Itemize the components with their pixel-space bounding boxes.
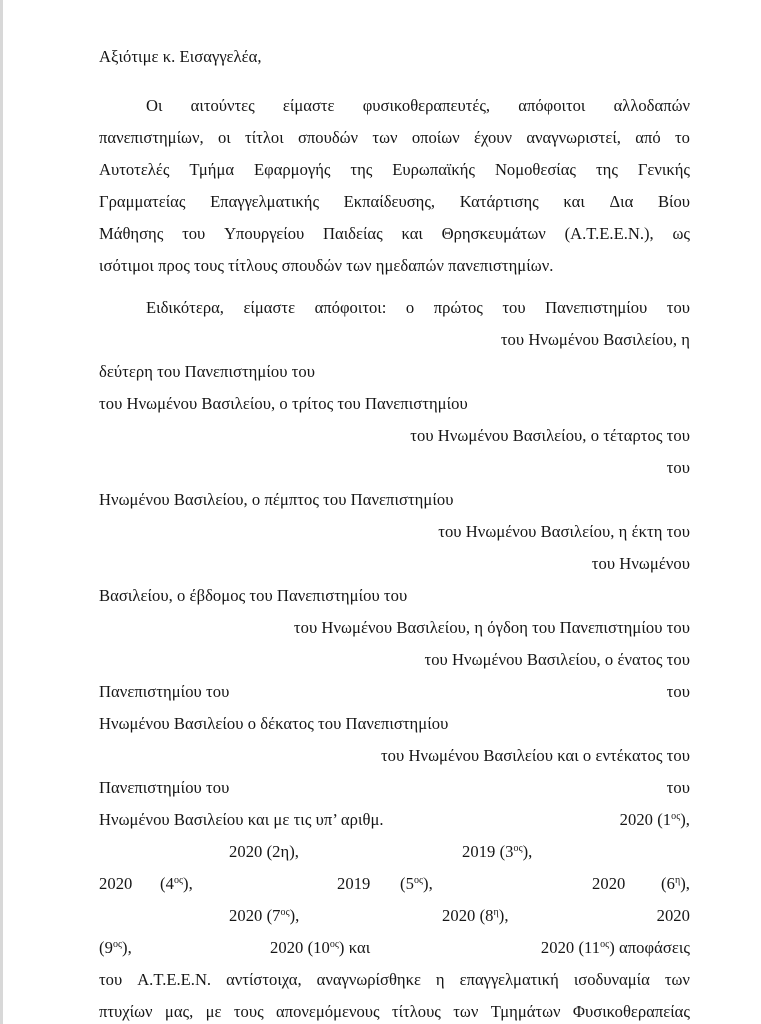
- paragraph-1-line-4: [99, 192, 690, 212]
- word: με: [205, 1002, 222, 1021]
- paragraph-3-line-2: [99, 1002, 690, 1022]
- decision-number: 2020 (2η),: [229, 842, 300, 861]
- word: πανεπιστημίων,: [99, 128, 204, 147]
- paragraph-1-line-3: [99, 160, 690, 180]
- decision-number: 2020 $(8^\eta)$,: [442, 906, 509, 925]
- word: οι: [217, 128, 231, 147]
- word: φυσικοθεραπευτές,: [362, 96, 491, 115]
- decision-number: 2020 $(1^{o\varsigma})$,: [619, 810, 690, 829]
- word: Πανεπιστημίου: [545, 298, 648, 317]
- word: Υπουργείου: [224, 224, 305, 243]
- decision-year: 2020: [592, 874, 626, 893]
- word: και: [401, 224, 423, 243]
- word: Εκπαίδευσης,: [343, 192, 436, 211]
- word: αλλοδαπών: [613, 96, 690, 115]
- word: απόφοιτοι: [518, 96, 586, 115]
- word: Οι: [146, 96, 163, 115]
- word: απονεμόμενους: [276, 1002, 380, 1021]
- text-line: του Ηνωμένου Βασιλείου, η: [500, 330, 690, 349]
- paragraph-2-line-1: [146, 298, 690, 318]
- word: Φυσικοθεραπείας: [572, 1002, 690, 1021]
- word: Επαγγελματικής: [210, 192, 320, 211]
- word: έχουν: [474, 128, 513, 147]
- text-line: του Ηνωμένου Βασιλείου, ο τρίτος του Πανεπιστημίου: [99, 394, 468, 413]
- word: (Α.Τ.Ε.Ε.Ν.),: [564, 224, 654, 243]
- word: αναγνωριστεί,: [526, 128, 621, 147]
- word: το: [674, 128, 690, 147]
- text-line: του Ηνωμένου Βασιλείου, η έκτη του: [438, 522, 690, 541]
- word: Ευρωπαϊκής: [392, 160, 475, 179]
- paragraph-1-line-1: [146, 96, 690, 116]
- paragraph-1-line-2: [99, 128, 690, 148]
- text-line: του: [666, 778, 690, 797]
- decision-number: 2020 $(11^{o\varsigma})$ αποφάσεις: [540, 938, 690, 957]
- word: των: [372, 128, 398, 147]
- word: της: [350, 160, 373, 179]
- decision-number: $(9^{o\varsigma})$,: [99, 938, 132, 957]
- word: οποίων: [411, 128, 460, 147]
- text-line: Ηνωμένου Βασιλείου ο δέκατος του Πανεπιστημίου: [99, 714, 449, 733]
- word: τίτλοι: [245, 128, 284, 147]
- word: αναγνωρίσθηκε: [316, 970, 421, 989]
- word: τίτλους: [391, 1002, 441, 1021]
- word: Νομοθεσίας: [494, 160, 577, 179]
- word: Βίου: [657, 192, 690, 211]
- text-line: του: [666, 682, 690, 701]
- decision-number: $(4^{o\varsigma})$,: [160, 874, 193, 893]
- word: επαγγελματική: [459, 970, 559, 989]
- word: και: [563, 192, 585, 211]
- text-line: του Ηνωμένου Βασιλείου, ο ένατος του: [424, 650, 690, 669]
- word: του: [666, 298, 690, 317]
- paragraph-1-last-line: ισότιμοι προς τους τίτλους σπουδών των ημεδαπών πανεπιστημίων.: [99, 256, 554, 275]
- text-line: του Ηνωμένου Βασιλείου και ο εντέκατος του: [380, 746, 690, 765]
- word: ο: [405, 298, 415, 317]
- text-line: του Ηνωμένου: [591, 554, 690, 573]
- word: των: [453, 1002, 479, 1021]
- word: Αυτοτελές: [99, 160, 170, 179]
- word: Α.Τ.Ε.Ε.Ν.: [137, 970, 212, 989]
- decision-number: $(6^\eta)$,: [661, 874, 690, 893]
- word: Τμήμα: [189, 160, 235, 179]
- text-line: Ηνωμένου Βασιλείου και με τις υπ’ αριθμ.: [99, 810, 384, 829]
- decision-number: 2020 $(10^{o\varsigma})$ και: [270, 938, 371, 957]
- word: η: [435, 970, 445, 989]
- paragraph-3-line-1: [99, 970, 690, 990]
- decision-year: 2019: [337, 874, 371, 893]
- decision-number: 2019 $(3^{o\varsigma})$,: [462, 842, 533, 861]
- word: σπουδών: [297, 128, 359, 147]
- word: Θρησκευμάτων: [441, 224, 546, 243]
- decision-year: 2020: [99, 874, 133, 893]
- word: του: [502, 298, 526, 317]
- text-line: δεύτερη του Πανεπιστημίου του: [99, 362, 316, 381]
- word: απόφοιτοι:: [314, 298, 387, 317]
- salutation: Αξιότιμε κ. Εισαγγελέα,: [99, 47, 262, 66]
- word: Εφαρμογής: [253, 160, 331, 179]
- word: Δια: [609, 192, 634, 211]
- text-line: Βασιλείου, ο έβδομος του Πανεπιστημίου του: [99, 586, 408, 605]
- word: μας,: [164, 1002, 194, 1021]
- text-line: του: [666, 458, 690, 477]
- word: του: [99, 970, 123, 989]
- text-line: του Ηνωμένου Βασιλείου, η όγδοη του Πανεπιστημίου του: [293, 618, 690, 637]
- text-line: Πανεπιστημίου του: [99, 682, 230, 701]
- word: Παιδείας: [323, 224, 383, 243]
- word: τους: [233, 1002, 264, 1021]
- text-line: Ηνωμένου Βασιλείου, ο πέμπτος του Πανεπιστημίου: [99, 490, 454, 509]
- word: Ειδικότερα,: [146, 298, 224, 317]
- word: Γενικής: [637, 160, 690, 179]
- word: είμαστε: [282, 96, 335, 115]
- word: αιτούντες: [190, 96, 255, 115]
- word: πτυχίων: [99, 1002, 153, 1021]
- word: Τμημάτων: [490, 1002, 561, 1021]
- word: είμαστε: [243, 298, 296, 317]
- word: ισοδυναμία: [573, 970, 650, 989]
- decision-number: 2020 $(7^{o\varsigma})$,: [229, 906, 300, 925]
- text-line: Πανεπιστημίου του: [99, 778, 230, 797]
- text-line: του Ηνωμένου Βασιλείου, ο τέταρτος του: [410, 426, 690, 445]
- word: της: [595, 160, 618, 179]
- word: ως: [672, 224, 690, 243]
- word: του: [182, 224, 206, 243]
- word: Γραμματείας: [99, 192, 186, 211]
- word: από: [635, 128, 661, 147]
- word: Μάθησης: [99, 224, 164, 243]
- decision-year: 2020: [656, 906, 690, 925]
- page-edge: [0, 0, 3, 1024]
- word: πρώτος: [433, 298, 483, 317]
- paragraph-1-line-5: [99, 224, 690, 244]
- decision-number: $(5^{o\varsigma})$,: [400, 874, 433, 893]
- word: των: [664, 970, 690, 989]
- word: Κατάρτισης: [459, 192, 539, 211]
- word: αντίστοιχα,: [226, 970, 302, 989]
